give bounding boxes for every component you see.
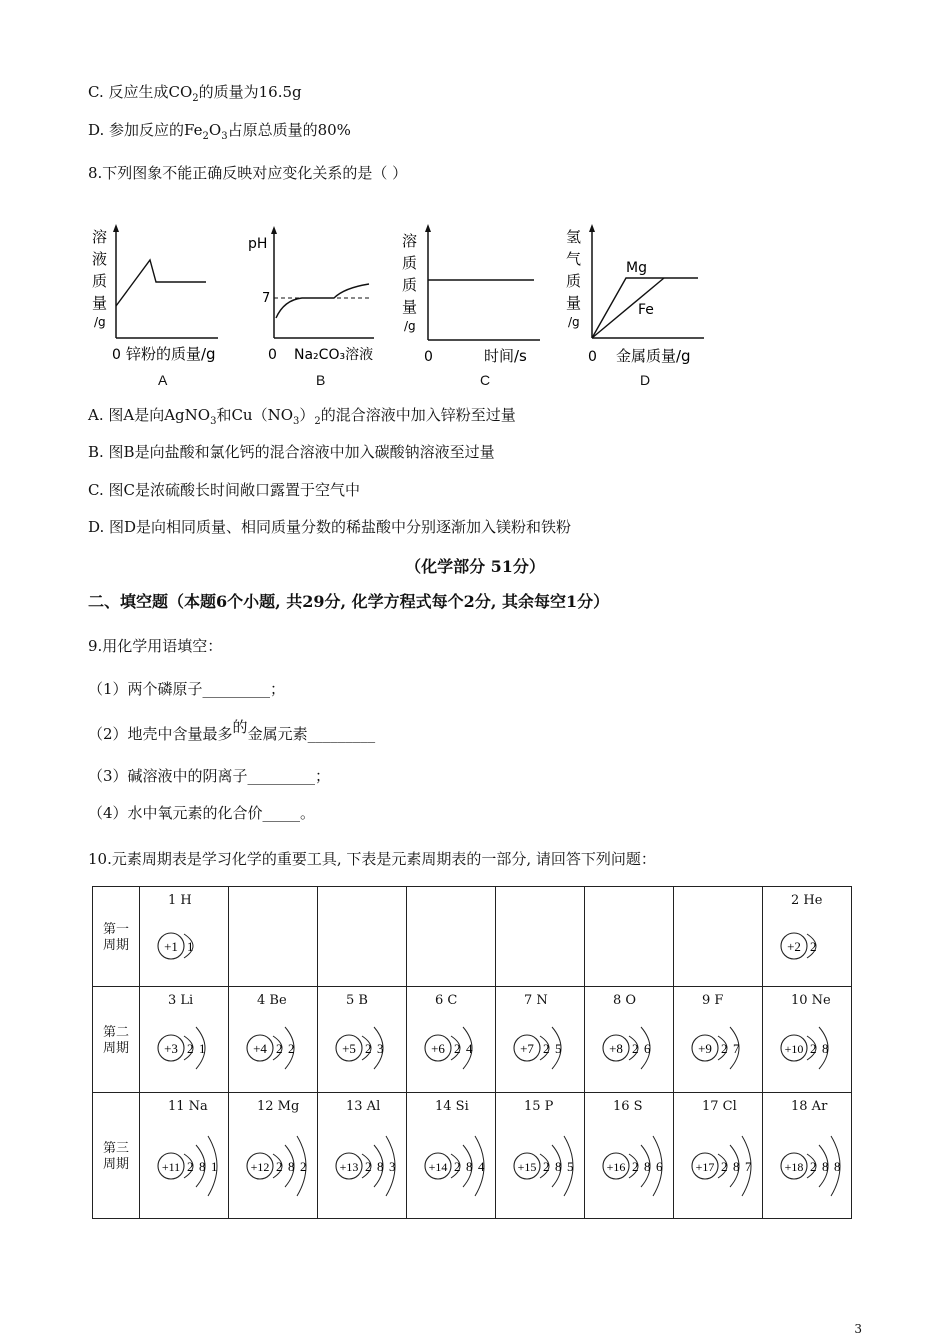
atom-structure-diagram xyxy=(334,1121,406,1211)
element-cell xyxy=(763,1093,852,1219)
svg-text:气: 气 xyxy=(566,250,582,268)
element-cell xyxy=(496,1093,585,1219)
q9-part1: （1）两个磷原子_________； xyxy=(88,680,286,698)
nuclear-charge: +7 xyxy=(520,1041,534,1056)
graph-c-ylabel xyxy=(402,232,417,333)
electron-count: 8 xyxy=(288,1159,295,1174)
svg-text:/g: /g xyxy=(568,315,580,329)
empty-cell xyxy=(674,887,763,987)
electron-count: 5 xyxy=(555,1041,562,1056)
nuclear-charge: +18 xyxy=(784,1160,804,1174)
q9-part3: （3）碱溶液中的阴离子_________； xyxy=(88,767,331,785)
svg-text:质: 质 xyxy=(566,272,582,290)
svg-text:液: 液 xyxy=(92,250,108,268)
electron-count: 2 xyxy=(632,1159,639,1174)
svg-text:/g: /g xyxy=(404,319,416,333)
element-symbol: 16 S xyxy=(613,1099,643,1114)
electron-count: 7 xyxy=(733,1041,740,1056)
q10-stem: 10.元素周期表是学习化学的重要工具, 下表是元素周期表的一部分, 请回答下列问题： xyxy=(88,850,656,868)
element-symbol: 15 P xyxy=(524,1099,554,1114)
graph-c xyxy=(400,218,545,372)
nuclear-charge: +15 xyxy=(517,1160,537,1174)
nuclear-charge: +12 xyxy=(250,1160,270,1174)
svg-text:质: 质 xyxy=(402,254,418,272)
element-cell xyxy=(763,887,852,987)
svg-text:Mg: Mg xyxy=(626,260,647,276)
electron-count: 2 xyxy=(810,939,817,954)
electron-count: 2 xyxy=(721,1041,728,1056)
empty-cell xyxy=(407,887,496,987)
electron-count: 2 xyxy=(365,1159,372,1174)
electron-count: 7 xyxy=(745,1159,752,1174)
q8-option-d: D. 图D是向相同质量、相同质量分数的稀盐酸中分别逐渐加入镁粉和铁粉 xyxy=(88,518,572,536)
graph-a-caption: A xyxy=(158,372,168,388)
electron-count: 8 xyxy=(822,1159,829,1174)
electron-count: 2 xyxy=(300,1159,307,1174)
atom-structure-diagram xyxy=(334,1011,406,1085)
nuclear-charge: +8 xyxy=(609,1041,623,1056)
element-symbol: 14 Si xyxy=(435,1099,469,1114)
element-cell xyxy=(140,887,229,987)
svg-text:0: 0 xyxy=(268,347,277,363)
svg-text:量: 量 xyxy=(92,294,108,312)
element-cell xyxy=(585,1093,674,1219)
atom-structure-diagram xyxy=(245,1011,317,1085)
svg-text:0: 0 xyxy=(424,349,433,365)
section2-heading: 二、填空题（本题6个小题, 共29分, 化学方程式每个2分, 其余每空1分） xyxy=(88,592,610,611)
svg-text:/g: /g xyxy=(94,315,106,329)
nuclear-charge: +4 xyxy=(253,1041,267,1056)
electron-count: 5 xyxy=(567,1159,574,1174)
electron-count: 8 xyxy=(555,1159,562,1174)
element-cell xyxy=(674,1093,763,1219)
element-cell xyxy=(407,1093,496,1219)
graph-a-ylabel xyxy=(92,228,107,329)
electron-count: 8 xyxy=(377,1159,384,1174)
element-cell xyxy=(407,987,496,1093)
graph-b-curve xyxy=(276,284,369,318)
element-symbol: 9 F xyxy=(702,993,724,1008)
atom-structure-diagram xyxy=(779,1121,851,1211)
element-symbol: 5 B xyxy=(346,993,368,1008)
period-row-3 xyxy=(93,1093,852,1219)
element-symbol: 4 Be xyxy=(257,993,287,1008)
periodic-table xyxy=(92,886,852,1219)
graph-b-caption: B xyxy=(316,372,326,388)
electron-count: 2 xyxy=(721,1159,728,1174)
nuclear-charge: +2 xyxy=(787,939,801,954)
electron-count: 6 xyxy=(644,1041,651,1056)
electron-count: 2 xyxy=(276,1159,283,1174)
atom-structure-diagram xyxy=(690,1121,762,1211)
empty-cell xyxy=(229,887,318,987)
element-symbol: 10 Ne xyxy=(791,993,831,1008)
electron-count: 2 xyxy=(632,1041,639,1056)
electron-count: 2 xyxy=(288,1041,295,1056)
atom-structure-diagram xyxy=(423,1011,495,1085)
svg-text:量: 量 xyxy=(566,294,582,312)
graph-d-caption: D xyxy=(640,372,651,388)
nuclear-charge: +5 xyxy=(342,1041,356,1056)
svg-text:溶: 溶 xyxy=(402,232,418,250)
element-cell xyxy=(140,987,229,1093)
nuclear-charge: +11 xyxy=(161,1160,181,1174)
electron-count: 8 xyxy=(834,1159,841,1174)
nuclear-charge: +13 xyxy=(339,1160,359,1174)
element-cell xyxy=(318,987,407,1093)
q9-part4: （4）水中氧元素的化合价_____。 xyxy=(88,804,316,822)
nuclear-charge: +16 xyxy=(606,1160,626,1174)
electron-count: 2 xyxy=(543,1041,550,1056)
electron-count: 1 xyxy=(199,1041,206,1056)
electron-count: 8 xyxy=(199,1159,206,1174)
option-c-prev: C. 反应生成$CO_2$的质量为16.5g xyxy=(88,83,302,104)
graph-d-ylabel xyxy=(566,228,581,329)
element-symbol: 8 O xyxy=(613,993,637,1008)
page-number: 3 xyxy=(854,1322,862,1336)
nuclear-charge: +3 xyxy=(164,1041,178,1056)
svg-text:量: 量 xyxy=(402,298,418,316)
element-cell xyxy=(229,987,318,1093)
element-cell xyxy=(229,1093,318,1219)
svg-text:时间/s: 时间/s xyxy=(484,347,527,365)
q9-part2: （2）地壳中含量最多的金属元素_________ xyxy=(88,718,376,743)
electron-count: 2 xyxy=(187,1041,194,1056)
element-symbol: 11 Na xyxy=(168,1099,208,1114)
empty-cell xyxy=(496,887,585,987)
atom-structure-diagram xyxy=(512,1121,584,1211)
electron-count: 8 xyxy=(466,1159,473,1174)
empty-cell xyxy=(585,887,674,987)
electron-count: 3 xyxy=(389,1159,396,1174)
svg-text:质: 质 xyxy=(92,272,108,290)
element-cell xyxy=(140,1093,229,1219)
graph-a xyxy=(88,218,228,372)
electron-count: 2 xyxy=(810,1041,817,1056)
nuclear-charge: +14 xyxy=(428,1160,448,1174)
atom-structure-diagram xyxy=(156,917,228,975)
element-symbol: 18 Ar xyxy=(791,1099,828,1114)
nuclear-charge: +9 xyxy=(698,1041,712,1056)
q8-option-c: C. 图C是浓硫酸长时间敞口露置于空气中 xyxy=(88,481,360,499)
element-cell xyxy=(674,987,763,1093)
svg-text:金属质量/g: 金属质量/g xyxy=(616,347,691,365)
electron-count: 2 xyxy=(365,1041,372,1056)
nuclear-charge: +17 xyxy=(695,1160,715,1174)
electron-count: 2 xyxy=(810,1159,817,1174)
atom-structure-diagram xyxy=(423,1121,495,1211)
period-label-1: 第一 周期 xyxy=(93,887,140,987)
atom-structure-diagram xyxy=(156,1121,228,1211)
electron-count: 8 xyxy=(644,1159,651,1174)
element-symbol: 2 He xyxy=(791,893,823,908)
electron-count: 2 xyxy=(276,1041,283,1056)
element-cell xyxy=(496,987,585,1093)
svg-text:0: 0 xyxy=(588,349,597,365)
svg-text:质: 质 xyxy=(402,276,418,294)
element-symbol: 17 Cl xyxy=(702,1099,737,1114)
element-symbol: 3 Li xyxy=(168,993,194,1008)
electron-count: 2 xyxy=(454,1041,461,1056)
graph-c-caption: C xyxy=(480,372,491,388)
graph-d xyxy=(564,218,709,372)
period-row-1 xyxy=(93,887,852,987)
element-symbol: 6 C xyxy=(435,993,458,1008)
q8-option-b: B. 图B是向盐酸和氯化钙的混合溶液中加入碳酸钠溶液至过量 xyxy=(88,443,495,461)
electron-count: 4 xyxy=(466,1041,473,1056)
atom-structure-diagram xyxy=(779,917,851,975)
electron-count: 2 xyxy=(543,1159,550,1174)
electron-count: 6 xyxy=(656,1159,663,1174)
nuclear-charge: +10 xyxy=(784,1042,804,1056)
option-d-prev: D. 参加反应的$Fe_2O_3$占原总质量的80% xyxy=(88,121,351,142)
atom-structure-diagram xyxy=(601,1011,673,1085)
q8-stem: 8.下列图象不能正确反映对应变化关系的是（ ） xyxy=(88,164,408,182)
svg-text:7: 7 xyxy=(262,291,271,306)
period-label-3: 第三 周期 xyxy=(93,1093,140,1219)
svg-text:Fe: Fe xyxy=(638,302,654,318)
electron-count: 8 xyxy=(822,1041,829,1056)
electron-count: 2 xyxy=(187,1159,194,1174)
element-symbol: 13 Al xyxy=(346,1099,381,1114)
empty-cell xyxy=(318,887,407,987)
svg-text:0: 0 xyxy=(112,347,121,363)
atom-structure-diagram xyxy=(690,1011,762,1085)
section-chem-heading: （化学部分 51分） xyxy=(405,557,545,576)
atom-structure-diagram xyxy=(156,1011,228,1085)
svg-text:锌粉的质量/g: 锌粉的质量/g xyxy=(126,345,216,363)
electron-count: 8 xyxy=(733,1159,740,1174)
svg-text:氢: 氢 xyxy=(566,228,582,246)
atom-structure-diagram xyxy=(779,1011,851,1085)
element-cell xyxy=(318,1093,407,1219)
graph-a-curve xyxy=(116,260,206,306)
svg-text:pH: pH xyxy=(248,236,268,252)
atom-structure-diagram xyxy=(601,1121,673,1211)
electron-count: 1 xyxy=(211,1159,218,1174)
atom-structure-diagram xyxy=(245,1121,317,1211)
atom-structure-diagram xyxy=(512,1011,584,1085)
element-cell xyxy=(585,987,674,1093)
period-label-2: 第二 周期 xyxy=(93,987,140,1093)
svg-text:Na₂CO₃溶液: Na₂CO₃溶液 xyxy=(294,347,374,363)
q8-option-a: A. 图A是向AgNO$_3$和$Cu(NO_3)_2$的混合溶液中加入锌粉至过量 xyxy=(88,406,516,427)
graph-b xyxy=(244,218,389,372)
element-cell xyxy=(763,987,852,1093)
period-row-2 xyxy=(93,987,852,1093)
nuclear-charge: +6 xyxy=(431,1041,445,1056)
element-symbol: 12 Mg xyxy=(257,1099,300,1114)
svg-text:溶: 溶 xyxy=(92,228,108,246)
element-symbol: 7 N xyxy=(524,993,548,1008)
electron-count: 4 xyxy=(478,1159,485,1174)
electron-count: 1 xyxy=(187,939,194,954)
electron-count: 3 xyxy=(377,1041,384,1056)
q9-stem: 9.用化学用语填空： xyxy=(88,637,223,655)
electron-count: 2 xyxy=(454,1159,461,1174)
nuclear-charge: +1 xyxy=(164,939,178,954)
element-symbol: 1 H xyxy=(168,893,192,908)
